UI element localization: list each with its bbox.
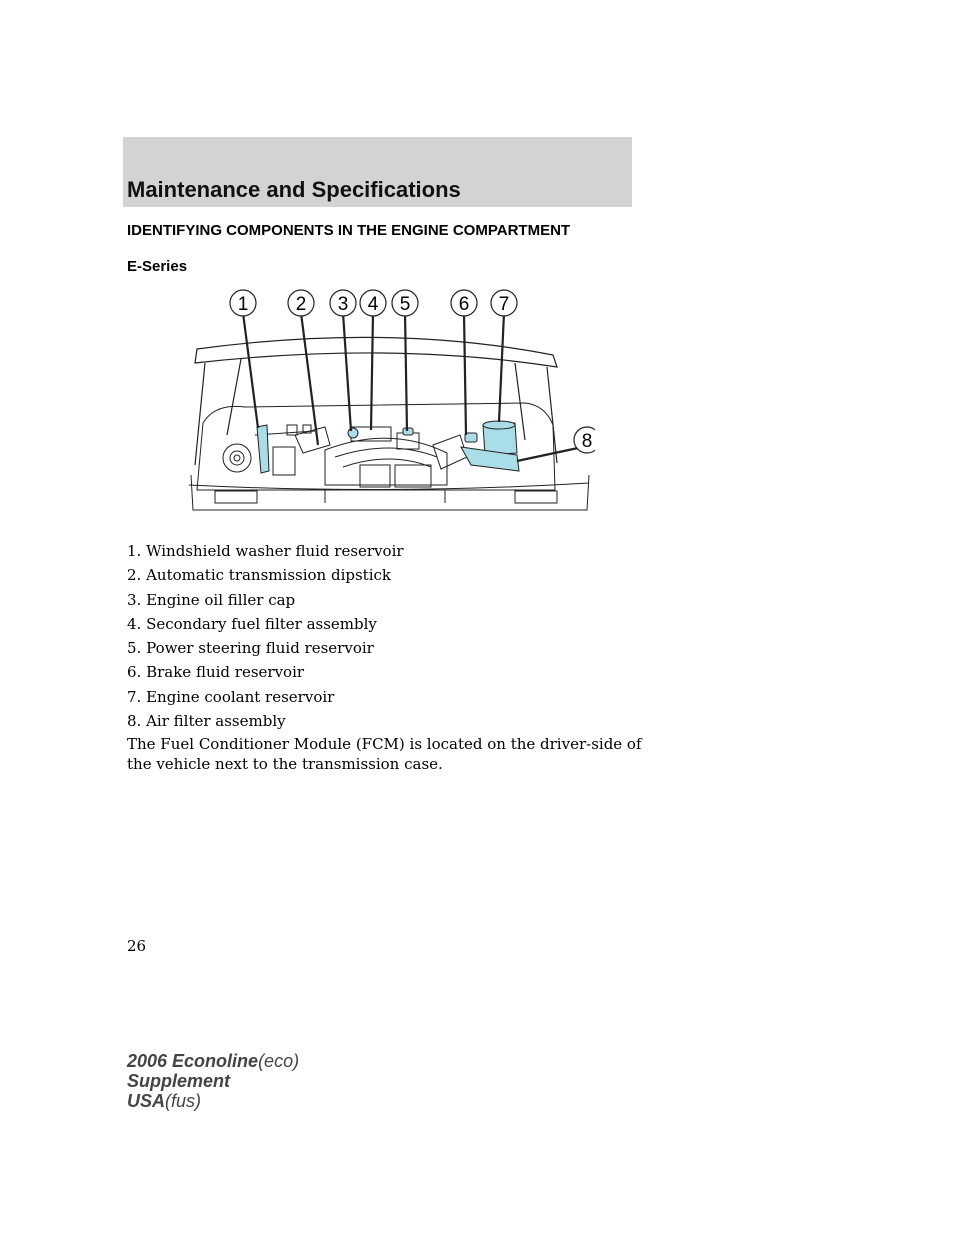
list-item: 4. Secondary fuel filter assembly [127,614,377,633]
callout-label-5: 5 [399,294,411,315]
list-item: 3. Engine oil filler cap [127,590,296,609]
list-item: 1. Windshield washer fluid reservoir [127,542,404,560]
callout-lines [243,313,578,461]
fcm-note: The Fuel Conditioner Module (FCM) is located on the driver-side of the vehicle next to the transmission case. [127,735,642,773]
oil-filler-cap [348,428,358,438]
callout-label-8: 8 [581,431,593,452]
list-item: 7. Engine coolant reservoir [127,687,335,706]
list-item: 8. Air filter assembly [127,712,286,731]
section-header-band [123,137,632,207]
document-footer [127,1051,299,1111]
page-heading: IDENTIFYING COMPONENTS IN THE ENGINE COMPARTMENT [127,222,571,239]
engine-compartment-diagram [185,285,595,517]
section-title: Maintenance and Specifications [127,177,461,202]
callout-label-4: 4 [367,294,379,315]
footer-model-code: (eco) [258,1051,300,1071]
engine-bay [189,403,589,510]
footer-market-code: (fus) [165,1091,202,1111]
callout-label-1: 1 [237,294,249,315]
page-number: 26 [127,937,147,955]
callout-label-7: 7 [498,294,510,315]
callout-label-2: 2 [295,294,307,315]
list-item: 6. Brake fluid reservoir [127,663,305,682]
list-item: 2. Automatic transmission dipstick [127,566,391,585]
list-item: 5. Power steering fluid reservoir [127,639,374,658]
sub-heading: E-Series [127,258,188,275]
callout-label-6: 6 [458,294,470,315]
footer-model: 2006 Econoline [127,1051,259,1071]
callout-label-3: 3 [337,294,349,315]
footer-supplement: Supplement [127,1071,231,1091]
footer-market: USA [127,1091,166,1111]
washer-reservoir [257,425,269,473]
component-list [127,541,404,735]
